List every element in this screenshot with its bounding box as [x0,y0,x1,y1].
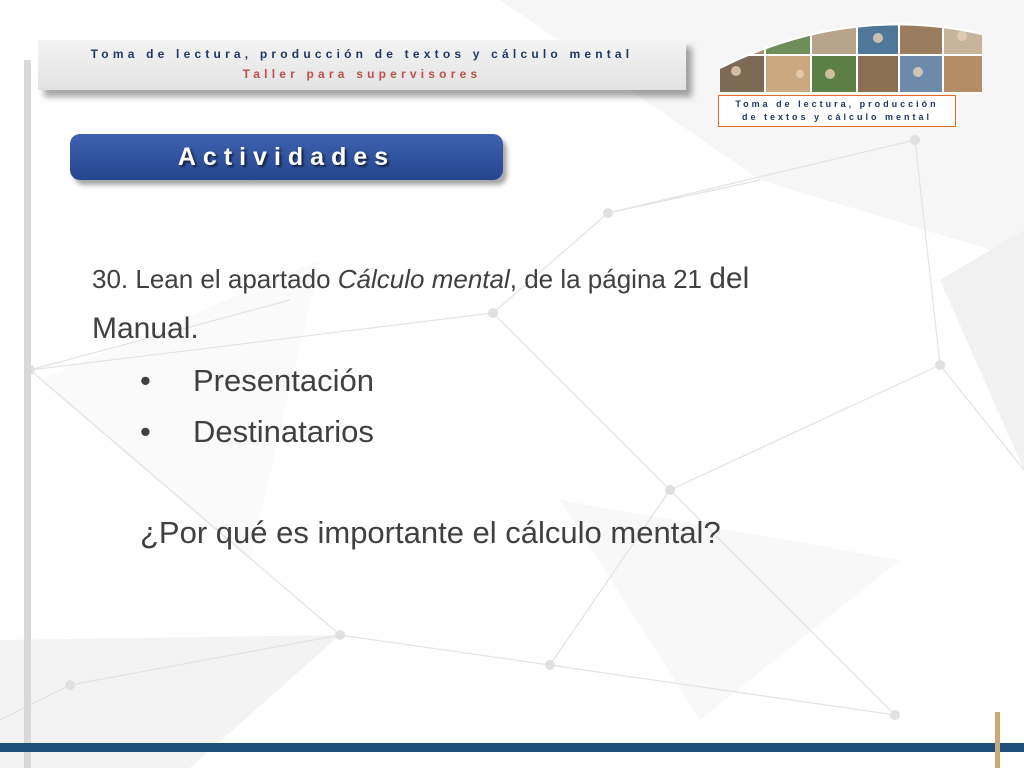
reflection-question: ¿Por qué es importante el cálculo mental? [140,515,721,550]
header-subtitle: Taller para supervisores [242,67,482,81]
logo-caption [718,95,956,127]
left-accent-bar [24,60,31,768]
header-banner [38,40,686,90]
footer-bar [0,743,1024,752]
bullet-label: Presentación [193,363,374,398]
footer-accent-mark [995,712,1000,768]
instruction-prefix: 30. Lean el apartado [92,264,338,294]
instruction-del: del [709,262,750,295]
logo-caption-line1: Toma de lectura, producción [735,99,939,109]
section-title: Actividades [177,143,396,171]
section-header-pill [70,134,503,180]
activity-instruction-line2: Manual. [92,312,199,345]
header-title: Toma de lectura, producción de textos y cálculo mental [90,47,634,61]
bullet-label: Destinatarios [193,414,374,449]
bullet-icon: • [140,414,151,449]
instruction-suffix: , de la página 21 [509,264,710,294]
activity-instruction-line1 [92,262,749,296]
bullet-icon: • [140,363,151,398]
instruction-section-name: Cálculo mental [337,264,510,294]
logo-caption-line2: de textos y cálculo mental [741,112,933,122]
